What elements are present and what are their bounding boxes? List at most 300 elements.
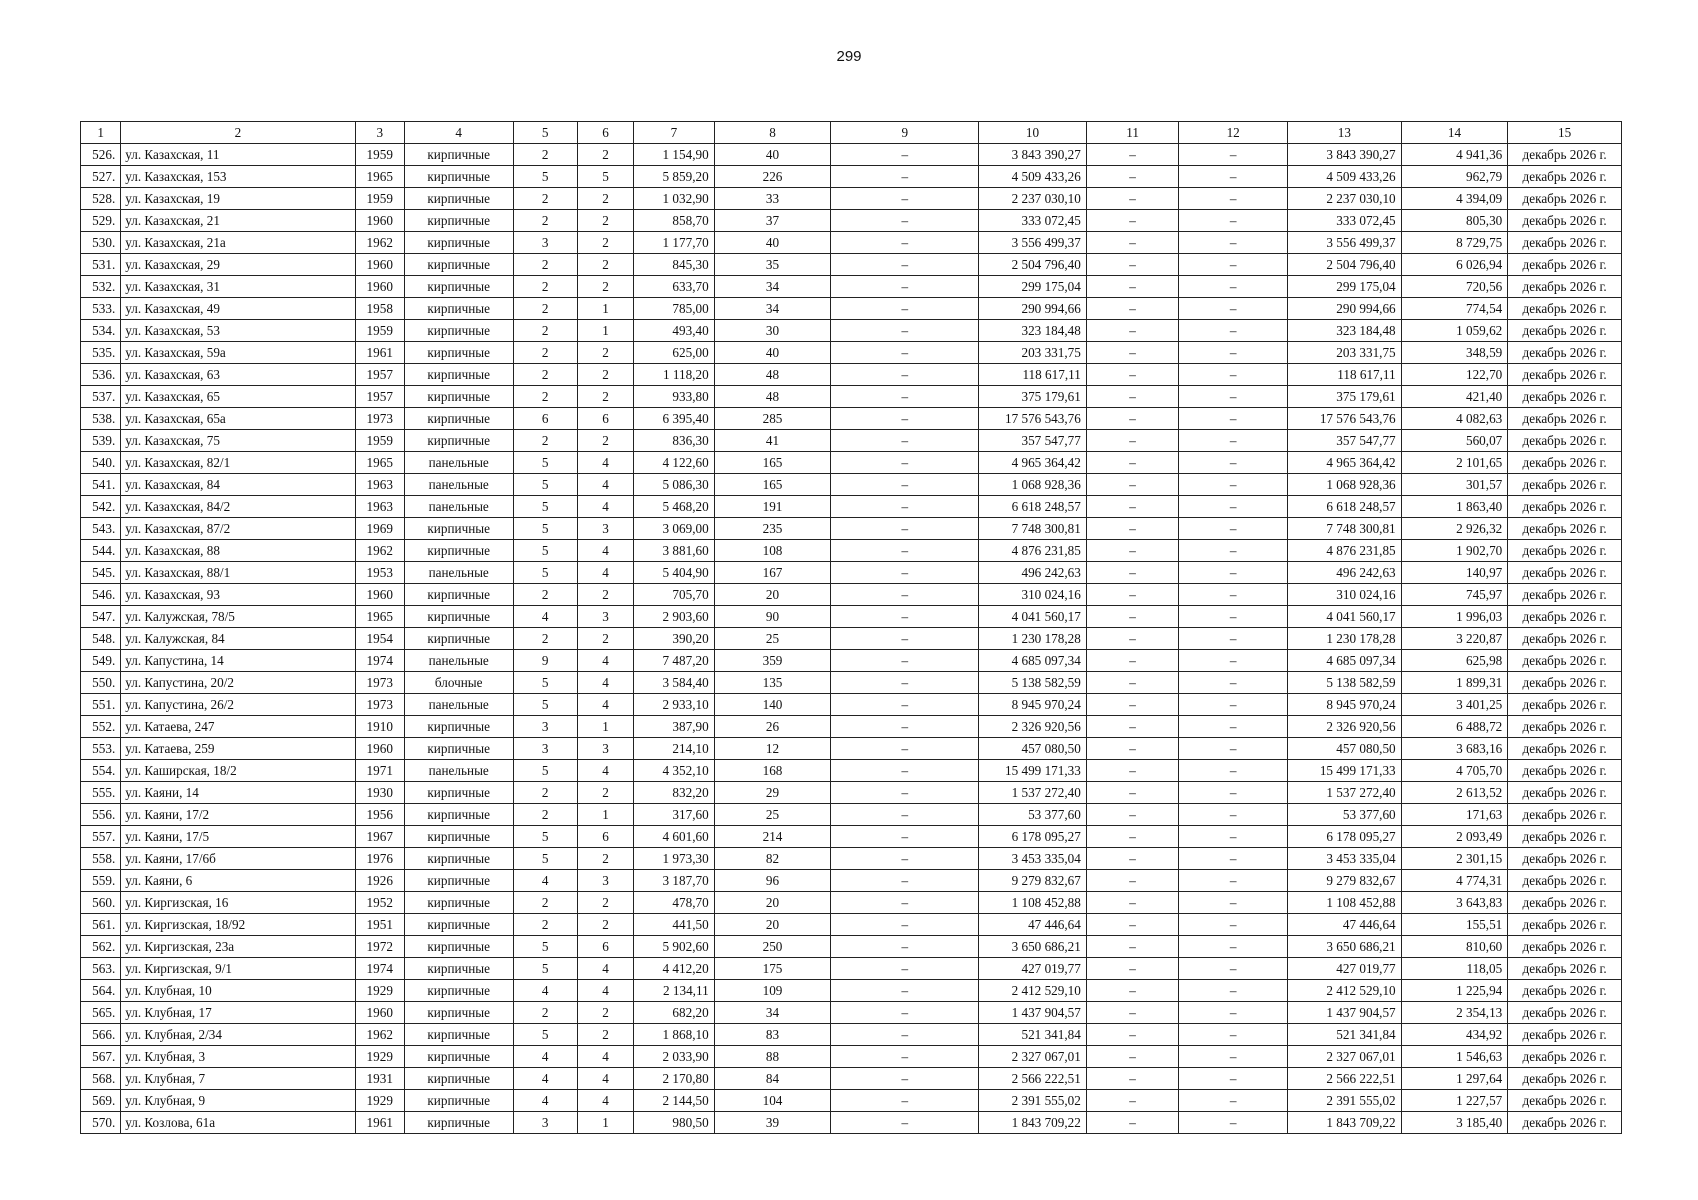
cell-residents: 250 [714,936,831,958]
cell-deadline: декабрь 2026 г. [1508,738,1622,760]
cell-cost-per-sqm: 3 185,40 [1401,1112,1508,1134]
cell-floors: 5 [513,496,577,518]
table-row [81,386,1622,408]
cell-floors: 2 [513,210,577,232]
cell-total-cost: 299 175,04 [979,276,1087,298]
cell-total-area: 5 859,20 [634,166,714,188]
column-header-6: 6 [577,122,633,144]
cell-wall-material: блочные [404,672,513,694]
cell-col-13-cost: 427 019,77 [1287,958,1401,980]
cell-wall-material: кирпичные [404,870,513,892]
cell-entrances: 2 [577,144,633,166]
cell-deadline: декабрь 2026 г. [1508,496,1622,518]
cell-total-area: 832,20 [634,782,714,804]
cell-entrances: 2 [577,892,633,914]
cell-deadline: декабрь 2026 г. [1508,386,1622,408]
cell-entrances: 4 [577,672,633,694]
cell-col-11-value: – [1086,342,1179,364]
cell-floors: 2 [513,430,577,452]
cell-deadline: декабрь 2026 г. [1508,540,1622,562]
cell-row-number: 555. [81,782,121,804]
cell-address: ул. Клубная, 9 [121,1090,355,1112]
cell-cost-per-sqm: 3 401,25 [1401,694,1508,716]
cell-col-9-value: – [831,738,979,760]
cell-col-9-value: – [831,914,979,936]
cell-col-11-value: – [1086,914,1179,936]
cell-entrances: 2 [577,210,633,232]
cell-deadline: декабрь 2026 г. [1508,254,1622,276]
cell-col-11-value: – [1086,298,1179,320]
cell-row-number: 557. [81,826,121,848]
cell-col-13-cost: 3 650 686,21 [1287,936,1401,958]
table-row [81,936,1622,958]
cell-floors: 5 [513,1024,577,1046]
cell-year-built: 1962 [355,232,404,254]
cell-deadline: декабрь 2026 г. [1508,694,1622,716]
cell-row-number: 536. [81,364,121,386]
cell-residents: 84 [714,1068,831,1090]
table-row [81,958,1622,980]
cell-year-built: 1974 [355,958,404,980]
cell-year-built: 1960 [355,276,404,298]
cell-row-number: 544. [81,540,121,562]
cell-floors: 2 [513,254,577,276]
cell-col-11-value: – [1086,188,1179,210]
cell-total-area: 2 033,90 [634,1046,714,1068]
cell-entrances: 1 [577,1112,633,1134]
cell-total-cost: 323 184,48 [979,320,1087,342]
table-row [81,474,1622,496]
cell-floors: 2 [513,914,577,936]
cell-residents: 25 [714,804,831,826]
cell-residents: 34 [714,1002,831,1024]
cell-col-9-value: – [831,958,979,980]
cell-col-11-value: – [1086,232,1179,254]
cell-address: ул. Каяни, 14 [121,782,355,804]
cell-col-9-value: – [831,276,979,298]
cell-address: ул. Клубная, 2/34 [121,1024,355,1046]
cell-residents: 168 [714,760,831,782]
cell-col-12-value: – [1179,232,1288,254]
cell-total-cost: 2 391 555,02 [979,1090,1087,1112]
cell-col-13-cost: 1 230 178,28 [1287,628,1401,650]
cell-col-9-value: – [831,650,979,672]
cell-col-11-value: – [1086,694,1179,716]
cell-floors: 2 [513,342,577,364]
cell-col-13-cost: 299 175,04 [1287,276,1401,298]
cell-col-9-value: – [831,870,979,892]
cell-wall-material: кирпичные [404,892,513,914]
cell-col-13-cost: 2 237 030,10 [1287,188,1401,210]
cell-total-cost: 496 242,63 [979,562,1087,584]
cell-cost-per-sqm: 421,40 [1401,386,1508,408]
cell-col-12-value: – [1179,892,1288,914]
cell-floors: 2 [513,144,577,166]
cell-total-area: 836,30 [634,430,714,452]
cell-total-area: 2 903,60 [634,606,714,628]
cell-col-12-value: – [1179,826,1288,848]
cell-address: ул. Капустина, 26/2 [121,694,355,716]
cell-entrances: 2 [577,232,633,254]
cell-col-12-value: – [1179,804,1288,826]
cell-entrances: 3 [577,518,633,540]
cell-row-number: 535. [81,342,121,364]
cell-residents: 104 [714,1090,831,1112]
cell-col-13-cost: 3 843 390,27 [1287,144,1401,166]
cell-col-9-value: – [831,144,979,166]
cell-col-12-value: – [1179,276,1288,298]
cell-cost-per-sqm: 560,07 [1401,430,1508,452]
cell-col-9-value: – [831,430,979,452]
cell-address: ул. Казахская, 87/2 [121,518,355,540]
cell-cost-per-sqm: 140,97 [1401,562,1508,584]
cell-total-cost: 290 994,66 [979,298,1087,320]
cell-entrances: 4 [577,474,633,496]
cell-total-area: 5 902,60 [634,936,714,958]
table-row [81,980,1622,1002]
cell-wall-material: панельные [404,760,513,782]
cell-residents: 96 [714,870,831,892]
cell-wall-material: кирпичные [404,188,513,210]
cell-col-13-cost: 3 453 335,04 [1287,848,1401,870]
column-header-4: 4 [404,122,513,144]
cell-wall-material: кирпичные [404,518,513,540]
cell-total-cost: 6 178 095,27 [979,826,1087,848]
cell-row-number: 543. [81,518,121,540]
cell-year-built: 1965 [355,166,404,188]
table-row [81,496,1622,518]
cell-total-area: 1 118,20 [634,364,714,386]
cell-year-built: 1973 [355,672,404,694]
cell-row-number: 562. [81,936,121,958]
cell-wall-material: кирпичные [404,1002,513,1024]
cell-col-12-value: – [1179,782,1288,804]
table-row [81,1090,1622,1112]
cell-residents: 33 [714,188,831,210]
cell-row-number: 564. [81,980,121,1002]
cell-row-number: 563. [81,958,121,980]
table-row [81,584,1622,606]
cell-deadline: декабрь 2026 г. [1508,980,1622,1002]
cell-total-area: 7 487,20 [634,650,714,672]
cell-entrances: 4 [577,1090,633,1112]
cell-row-number: 538. [81,408,121,430]
cell-entrances: 1 [577,716,633,738]
cell-year-built: 1959 [355,430,404,452]
cell-col-13-cost: 2 504 796,40 [1287,254,1401,276]
cell-row-number: 537. [81,386,121,408]
cell-cost-per-sqm: 434,92 [1401,1024,1508,1046]
cell-address: ул. Казахская, 153 [121,166,355,188]
cell-col-12-value: – [1179,188,1288,210]
cell-address: ул. Катаева, 259 [121,738,355,760]
cell-total-cost: 2 566 222,51 [979,1068,1087,1090]
cell-residents: 48 [714,386,831,408]
cell-floors: 2 [513,364,577,386]
cell-col-11-value: – [1086,716,1179,738]
cell-row-number: 548. [81,628,121,650]
table-row [81,892,1622,914]
cell-deadline: декабрь 2026 г. [1508,936,1622,958]
cell-residents: 20 [714,914,831,936]
cell-row-number: 539. [81,430,121,452]
cell-address: ул. Калужская, 84 [121,628,355,650]
cell-col-9-value: – [831,210,979,232]
cell-residents: 37 [714,210,831,232]
cell-wall-material: кирпичные [404,408,513,430]
cell-year-built: 1959 [355,144,404,166]
cell-wall-material: кирпичные [404,232,513,254]
cell-col-12-value: – [1179,694,1288,716]
cell-year-built: 1956 [355,804,404,826]
cell-residents: 12 [714,738,831,760]
cell-col-9-value: – [831,1046,979,1068]
cell-residents: 35 [714,254,831,276]
cell-wall-material: кирпичные [404,254,513,276]
cell-total-cost: 3 650 686,21 [979,936,1087,958]
table-body [81,144,1622,1134]
cell-address: ул. Каяни, 17/5 [121,826,355,848]
cell-col-9-value: – [831,474,979,496]
table-row [81,232,1622,254]
cell-col-12-value: – [1179,166,1288,188]
cell-col-9-value: – [831,540,979,562]
cell-col-13-cost: 310 024,16 [1287,584,1401,606]
cell-deadline: декабрь 2026 г. [1508,1068,1622,1090]
cell-col-11-value: – [1086,562,1179,584]
cell-wall-material: кирпичные [404,166,513,188]
cell-cost-per-sqm: 745,97 [1401,584,1508,606]
cell-deadline: декабрь 2026 г. [1508,452,1622,474]
cell-cost-per-sqm: 301,57 [1401,474,1508,496]
cell-wall-material: панельные [404,562,513,584]
cell-wall-material: кирпичные [404,936,513,958]
cell-col-13-cost: 47 446,64 [1287,914,1401,936]
cell-floors: 3 [513,232,577,254]
cell-total-area: 6 395,40 [634,408,714,430]
cell-residents: 39 [714,1112,831,1134]
cell-col-12-value: – [1179,1112,1288,1134]
cell-col-12-value: – [1179,1046,1288,1068]
cell-col-12-value: – [1179,562,1288,584]
cell-row-number: 534. [81,320,121,342]
table-row [81,848,1622,870]
cell-floors: 2 [513,892,577,914]
cell-col-9-value: – [831,188,979,210]
cell-total-area: 493,40 [634,320,714,342]
cell-residents: 20 [714,584,831,606]
cell-address: ул. Казахская, 11 [121,144,355,166]
table-row [81,606,1622,628]
cell-address: ул. Казахская, 49 [121,298,355,320]
cell-residents: 214 [714,826,831,848]
cell-year-built: 1959 [355,320,404,342]
cell-total-area: 2 134,11 [634,980,714,1002]
cell-wall-material: кирпичные [404,584,513,606]
cell-col-13-cost: 6 178 095,27 [1287,826,1401,848]
cell-total-cost: 1 230 178,28 [979,628,1087,650]
cell-total-area: 5 086,30 [634,474,714,496]
cell-entrances: 4 [577,980,633,1002]
cell-year-built: 1960 [355,210,404,232]
cell-residents: 191 [714,496,831,518]
cell-row-number: 545. [81,562,121,584]
cell-deadline: декабрь 2026 г. [1508,1002,1622,1024]
cell-residents: 82 [714,848,831,870]
cell-residents: 41 [714,430,831,452]
cell-col-12-value: – [1179,144,1288,166]
column-header-13: 13 [1287,122,1401,144]
column-header-10: 10 [979,122,1087,144]
cell-col-9-value: – [831,826,979,848]
cell-total-cost: 3 556 499,37 [979,232,1087,254]
cell-floors: 5 [513,848,577,870]
cell-entrances: 4 [577,958,633,980]
table-row [81,210,1622,232]
cell-residents: 20 [714,892,831,914]
cell-total-cost: 203 331,75 [979,342,1087,364]
cell-row-number: 527. [81,166,121,188]
cell-col-9-value: – [831,342,979,364]
cell-entrances: 2 [577,782,633,804]
cell-col-9-value: – [831,386,979,408]
cell-col-11-value: – [1086,628,1179,650]
cell-col-9-value: – [831,1090,979,1112]
cell-col-9-value: – [831,298,979,320]
cell-year-built: 1957 [355,364,404,386]
cell-total-area: 441,50 [634,914,714,936]
cell-wall-material: панельные [404,694,513,716]
cell-entrances: 5 [577,166,633,188]
cell-col-11-value: – [1086,892,1179,914]
cell-total-cost: 1 068 928,36 [979,474,1087,496]
cell-total-cost: 118 617,11 [979,364,1087,386]
cell-year-built: 1974 [355,650,404,672]
cell-residents: 30 [714,320,831,342]
cell-total-cost: 4 685 097,34 [979,650,1087,672]
cell-cost-per-sqm: 810,60 [1401,936,1508,958]
cell-wall-material: кирпичные [404,738,513,760]
cell-wall-material: кирпичные [404,914,513,936]
cell-total-cost: 7 748 300,81 [979,518,1087,540]
cell-row-number: 566. [81,1024,121,1046]
cell-row-number: 560. [81,892,121,914]
cell-col-11-value: – [1086,496,1179,518]
cell-deadline: декабрь 2026 г. [1508,606,1622,628]
cell-address: ул. Казахская, 93 [121,584,355,606]
cell-col-13-cost: 323 184,48 [1287,320,1401,342]
column-header-1: 1 [81,122,121,144]
cell-cost-per-sqm: 348,59 [1401,342,1508,364]
column-header-15: 15 [1508,122,1622,144]
cell-col-12-value: – [1179,342,1288,364]
cell-col-12-value: – [1179,430,1288,452]
cell-deadline: декабрь 2026 г. [1508,760,1622,782]
cell-col-11-value: – [1086,452,1179,474]
cell-col-13-cost: 457 080,50 [1287,738,1401,760]
cell-total-area: 5 468,20 [634,496,714,518]
cell-entrances: 4 [577,1068,633,1090]
cell-cost-per-sqm: 2 101,65 [1401,452,1508,474]
cell-col-9-value: – [831,694,979,716]
cell-deadline: декабрь 2026 г. [1508,518,1622,540]
cell-residents: 226 [714,166,831,188]
cell-residents: 34 [714,276,831,298]
cell-deadline: декабрь 2026 г. [1508,672,1622,694]
cell-address: ул. Казахская, 88/1 [121,562,355,584]
cell-wall-material: кирпичные [404,958,513,980]
cell-entrances: 1 [577,320,633,342]
cell-col-12-value: – [1179,1090,1288,1112]
cell-total-area: 390,20 [634,628,714,650]
cell-wall-material: кирпичные [404,980,513,1002]
cell-wall-material: панельные [404,650,513,672]
cell-year-built: 1929 [355,980,404,1002]
cell-row-number: 532. [81,276,121,298]
cell-address: ул. Казахская, 53 [121,320,355,342]
cell-col-9-value: – [831,496,979,518]
cell-cost-per-sqm: 171,63 [1401,804,1508,826]
cell-year-built: 1961 [355,342,404,364]
cell-deadline: декабрь 2026 г. [1508,584,1622,606]
table-row [81,826,1622,848]
cell-total-area: 3 881,60 [634,540,714,562]
cell-entrances: 2 [577,364,633,386]
column-header-9: 9 [831,122,979,144]
cell-entrances: 2 [577,430,633,452]
cell-residents: 108 [714,540,831,562]
cell-total-cost: 4 876 231,85 [979,540,1087,562]
cell-col-12-value: – [1179,386,1288,408]
cell-col-13-cost: 1 843 709,22 [1287,1112,1401,1134]
cell-col-12-value: – [1179,870,1288,892]
table-row [81,694,1622,716]
cell-col-13-cost: 4 965 364,42 [1287,452,1401,474]
cell-col-13-cost: 17 576 543,76 [1287,408,1401,430]
cell-col-9-value: – [831,452,979,474]
cell-cost-per-sqm: 2 301,15 [1401,848,1508,870]
cell-total-area: 5 404,90 [634,562,714,584]
cell-total-area: 980,50 [634,1112,714,1134]
cell-entrances: 2 [577,276,633,298]
table-row [81,364,1622,386]
cell-year-built: 1967 [355,826,404,848]
cell-wall-material: кирпичные [404,210,513,232]
cell-col-9-value: – [831,1024,979,1046]
cell-col-12-value: – [1179,1068,1288,1090]
cell-total-area: 858,70 [634,210,714,232]
cell-entrances: 2 [577,1024,633,1046]
cell-floors: 5 [513,672,577,694]
cell-total-cost: 4 965 364,42 [979,452,1087,474]
cell-wall-material: кирпичные [404,430,513,452]
cell-cost-per-sqm: 805,30 [1401,210,1508,232]
cell-cost-per-sqm: 3 643,83 [1401,892,1508,914]
column-header-8: 8 [714,122,831,144]
cell-col-12-value: – [1179,650,1288,672]
cell-col-11-value: – [1086,760,1179,782]
cell-year-built: 1960 [355,584,404,606]
cell-floors: 4 [513,606,577,628]
cell-residents: 40 [714,144,831,166]
cell-cost-per-sqm: 4 394,09 [1401,188,1508,210]
cell-total-area: 4 352,10 [634,760,714,782]
cell-col-11-value: – [1086,276,1179,298]
table-row [81,298,1622,320]
cell-address: ул. Каяни, 17/2 [121,804,355,826]
cell-wall-material: кирпичные [404,606,513,628]
cell-col-12-value: – [1179,210,1288,232]
